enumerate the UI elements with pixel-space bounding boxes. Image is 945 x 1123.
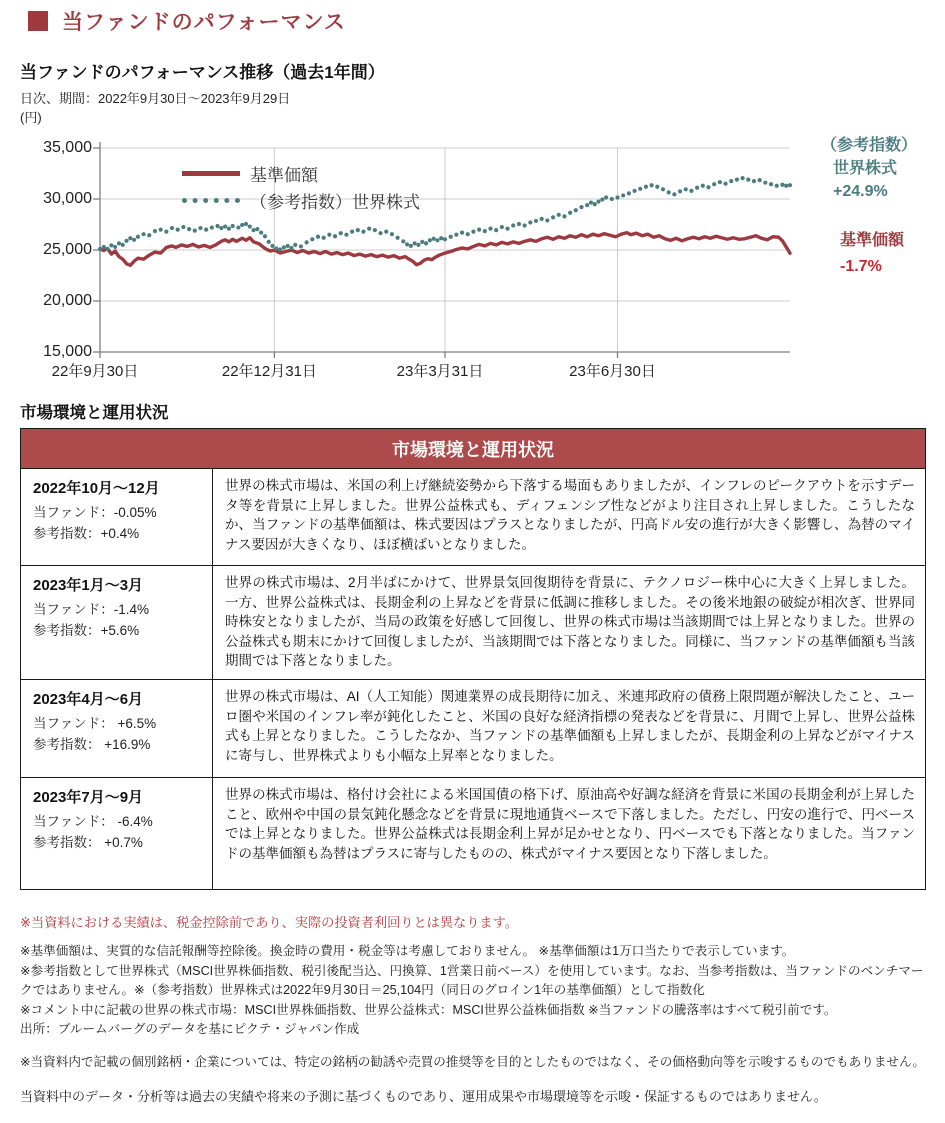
index-return: 参考指数：+5.6% (33, 623, 140, 638)
index-return: 参考指数：+0.4% (33, 526, 140, 541)
legend-item-fund (182, 160, 420, 187)
x-axis-tick-label: 22年9月30日 (51, 363, 139, 380)
chart-title: 当ファンドのパフォーマンス推移（過去1年間） (20, 63, 385, 82)
fund-return-annotation (840, 228, 904, 280)
period-cell (21, 778, 213, 890)
table-row (21, 778, 926, 890)
footnote-comment-indexes: ※コメント中に記載の世界の株式市場：MSCI世界株価指数、世界公益株式：MSCI世界公益株価指数 ※当ファンドの騰落率はすべて税引前です。 (20, 1002, 837, 1017)
legend-label-fund: 基準価額 (250, 166, 318, 185)
period-date: 2023年7月～9月 (33, 789, 144, 806)
chart-legend (182, 160, 420, 214)
footnote-securities-disclaimer: ※当資料内で記載の個別銘柄・企業については、特定の銘柄の勧誘や売買の推奨等を目的としたものではなく、その価格動向等を示唆するものでもありません。 (20, 1054, 925, 1069)
y-axis-tick-label: 15,000 (43, 343, 92, 360)
fund-annotation-label: 基準価額 (840, 232, 905, 249)
y-axis-tick-label: 25,000 (43, 241, 92, 258)
commentary-cell: 世界の株式市場は、2月半ばにかけて、世界景気回復期待を背景に、テクノロジー株中心に大きく上昇しました。一方、世界公益株式は、長期金利の上昇などを背景に低調に推移しました。その後米地銀の破綻が相次ぎ、世界同時株安となりましたが、当局の政策を好感して回復し、世界の株式市場は当該期間では上昇となりました。世界の公益株式も期末にかけて回復しましたが、当該期間では下落となりました。同様に、当ファンドの基準価額も当該期間では下落となりました。 (213, 566, 926, 680)
fund-return: 当ファンド： -6.4% (33, 814, 153, 829)
solid-line-swatch-icon (182, 171, 240, 176)
y-axis-tick-label: 35,000 (43, 139, 92, 156)
fund-return: 当ファンド： +6.5% (33, 716, 157, 731)
index-return-annotation (821, 134, 917, 203)
index-annotation-line1: （参考指数） (821, 137, 918, 154)
index-annotation-line2: 世界株式 (833, 160, 898, 177)
red-square-bullet-icon (28, 11, 48, 31)
period-cell (21, 469, 213, 566)
table-row (21, 469, 926, 566)
index-return: 参考指数： +16.9% (33, 737, 151, 752)
commentary-cell: 世界の株式市場は、格付け会社による米国国債の格下げ、原油高や好調な経済を背景に米国の長期金利が上昇したこと、欧州や中国の景気鈍化懸念などを背景に現地通貨ベースで下落しました。ただし、円安の進行で、円ベースでは上昇となりました。世界公益株式は長期金利上昇が足かせとなり、円ベースでも下落となりました。当ファンドの基準価額も為替はプラスに寄与したものの、株式がマイナス要因となり下落しました。 (213, 778, 926, 890)
performance-line-chart (0, 128, 945, 396)
period-date: 2023年1月～3月 (33, 577, 144, 594)
market-environment-table (20, 428, 926, 890)
table-header-banner: 市場環境と運用状況 (21, 429, 926, 469)
x-axis-tick-label: 23年6月30日 (569, 363, 656, 380)
footnote-tax-warning: ※当資料における実績は、税金控除前であり、実際の投資者利回りとは異なります。 (20, 915, 518, 930)
chart-unit-label: (円) (20, 110, 42, 125)
fund-return: 当ファンド：-0.05% (33, 505, 157, 520)
index-return: 参考指数： +0.7% (33, 835, 143, 850)
footnote-nav-basis: ※基準価額は、実質的な信託報酬等控除後。換金時の費用・税金等は考慮しておりません。 ※基準価額は1万口当たりで表示しています。 (20, 944, 795, 958)
legend-label-index: （参考指数）世界株式 (250, 193, 420, 212)
fund-annotation-value: -1.7% (840, 258, 882, 275)
footnote-source: 出所：ブルームバーグのデータを基にピクテ・ジャパン作成 (20, 1022, 360, 1037)
table-row (21, 680, 926, 778)
period-date: 2022年10月～12月 (33, 480, 160, 497)
period-cell (21, 566, 213, 680)
footnote-data-disclaimer: 当資料中のデータ・分析等は過去の実績や将来の予測に基づくものであり、運用成果や市場環境等を示唆・保証するものではありません。 (20, 1089, 827, 1105)
section-heading: 市場環境と運用状況 (20, 404, 169, 422)
chart-canvas (0, 128, 945, 396)
period-cell (21, 680, 213, 778)
table-header-row (21, 429, 926, 469)
fund-return: 当ファンド：-1.4% (33, 602, 149, 617)
page-title: 当ファンドのパフォーマンス (62, 11, 346, 34)
index-annotation-value: +24.9% (833, 183, 888, 200)
footnote-reference-index: ※参考指数として世界株式（MSCI世界株価指数、税引後配当込、円換算、1営業日前ベース）を使用しています。なお、当参考指数は、当ファンドのベンチマークではありません。※（参考指数）世界株式は2022年9月30日＝25,104円（同日のグロイン1年の基準価額）として指数化 (20, 963, 924, 998)
table-row (21, 566, 926, 680)
commentary-cell: 世界の株式市場は、米国の利上げ継続姿勢から下落する場面もありましたが、インフレのピークアウトを示すデータ等を背景に上昇しました。世界公益株式も、ディフェンシブ性などがより注目され上昇しました。こうしたなか、当ファンドの基準価額は、株式要因はプラスとなりましたが、円高ドル安の進行が大きく影響し、為替のマイナス要因が大きくなり、ほぼ横ばいとなりました。 (213, 469, 926, 566)
x-axis-tick-label: 22年12月31日 (221, 363, 317, 380)
footnotes-block (20, 912, 930, 1107)
commentary-cell: 世界の株式市場は、AI（人工知能）関連業界の成長期待に加え、米連邦政府の債務上限問題が解決したこと、ユーロ圏や米国のインフレ率が鈍化したこと、米国の良好な経済指標の発表などを背景に、月間で上昇し、世界公益株式も上昇となりました。こうしたなか、当ファンドの基準価額も上昇しましたが、長期金利の上昇などがマイナスに寄与し、世界株式よりも小幅な上昇率となりました。 (213, 680, 926, 778)
y-axis-tick-label: 20,000 (43, 292, 92, 309)
document-header (28, 6, 346, 36)
y-axis-tick-label: 30,000 (43, 190, 92, 207)
period-date: 2023年4月～6月 (33, 691, 144, 708)
dotted-line-swatch-icon (182, 198, 240, 203)
legend-item-index (182, 187, 420, 214)
x-axis-tick-label: 23年3月31日 (396, 363, 484, 380)
chart-period-subtitle: 日次、期間：2022年9月30日～2023年9月29日 (20, 91, 291, 106)
